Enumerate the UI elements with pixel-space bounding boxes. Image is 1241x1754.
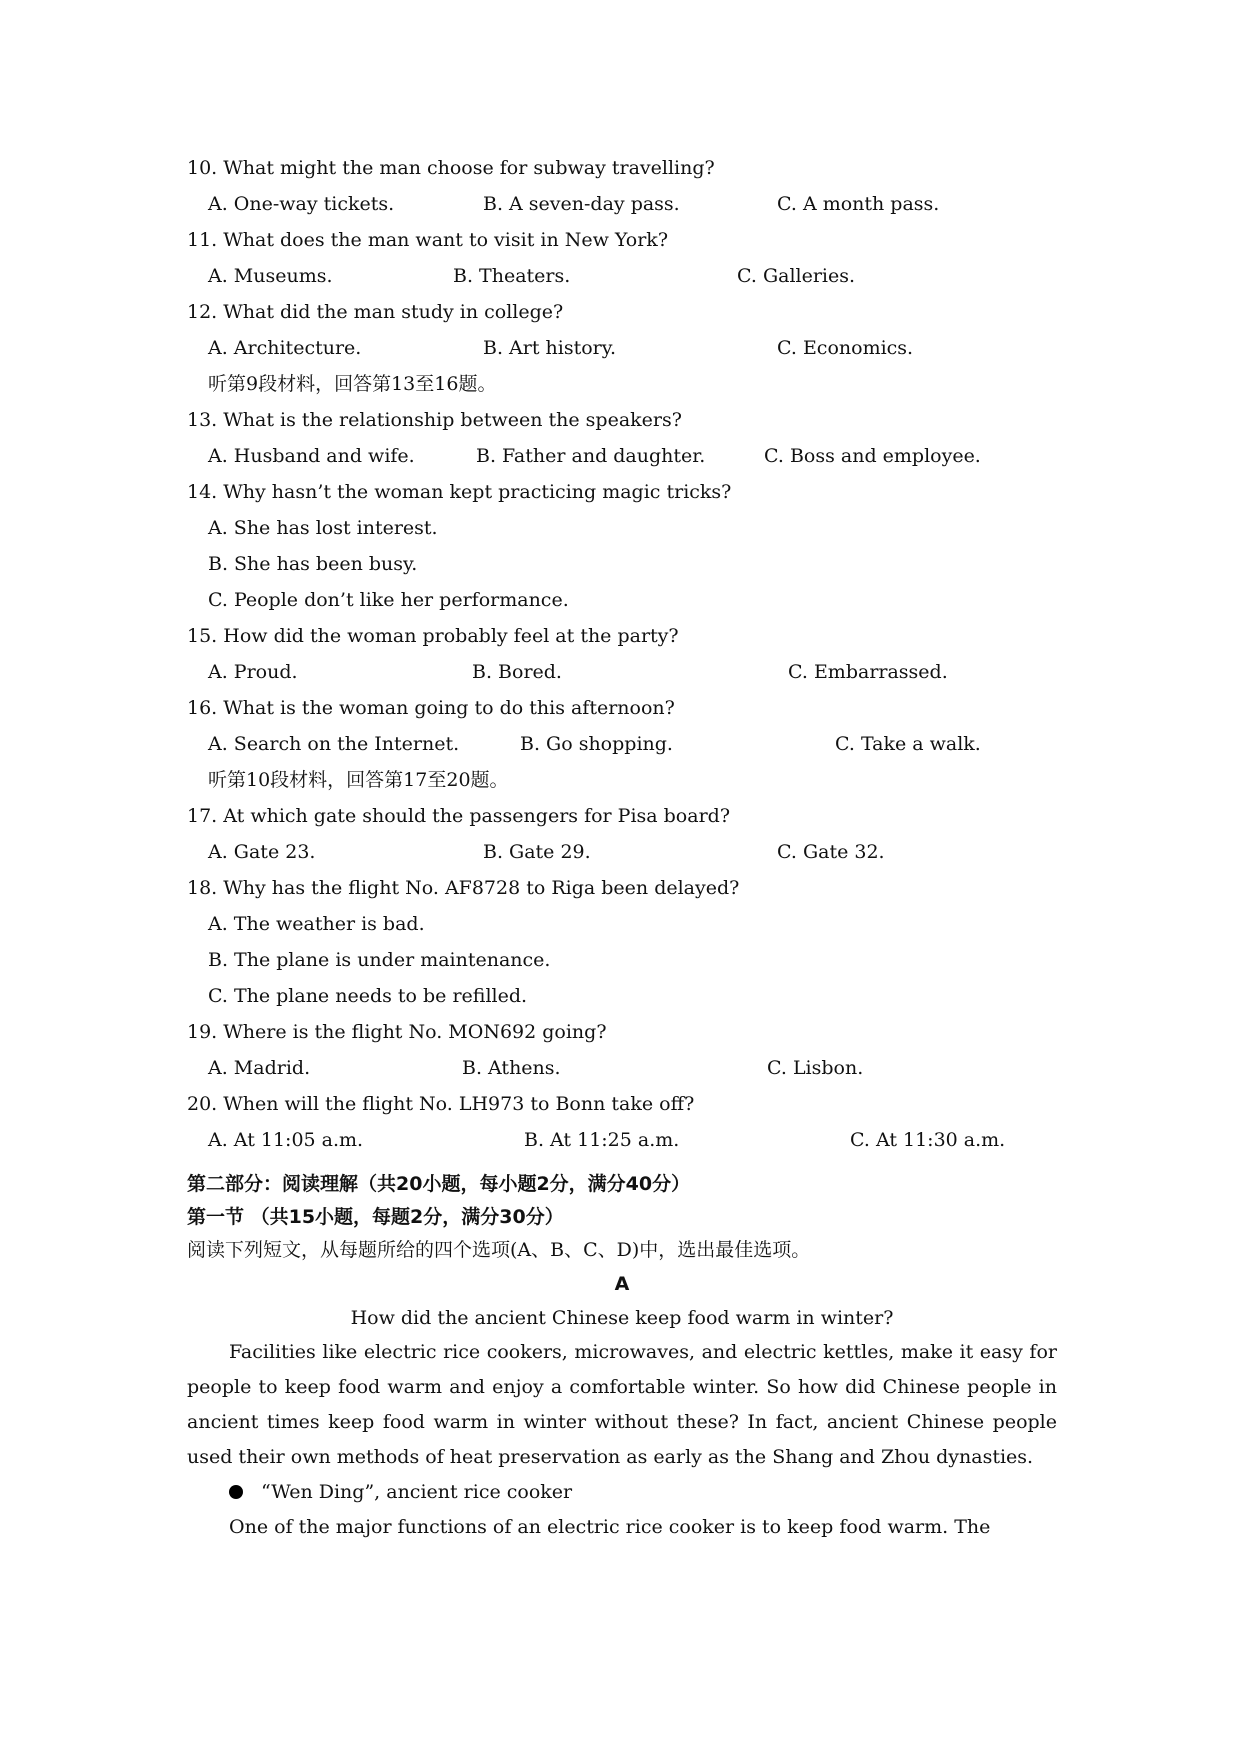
option-b: B. The plane is under maintenance.: [208, 949, 551, 971]
question-18-options: [187, 906, 1057, 1014]
passage-paragraph-2: One of the major functions of an electric rice cooker is to keep food warm. The: [229, 1516, 991, 1538]
option-a: A. Husband and wife.: [208, 445, 415, 467]
option-c: C. Gate 32.: [777, 841, 885, 863]
option-b: B. Athens.: [462, 1057, 561, 1079]
option-b: B. Father and daughter.: [476, 445, 706, 467]
option-a: A. Proud.: [208, 661, 298, 683]
section-note-10: 听第10段材料，回答第17至20题。: [208, 769, 509, 791]
question-12-options: [187, 330, 1057, 366]
question-20: 20. When will the flight No. LH973 to Bonn take off?: [187, 1093, 695, 1115]
question-13-options: [187, 438, 1057, 474]
question-20-options: [187, 1122, 1057, 1158]
question-16: 16. What is the woman going to do this afternoon?: [187, 697, 675, 719]
option-b: B. She has been busy.: [208, 553, 418, 575]
question-18: 18. Why has the flight No. AF8728 to Riga been delayed?: [187, 877, 740, 899]
question-15-options: [187, 654, 1057, 690]
option-a: A. Search on the Internet.: [208, 733, 460, 755]
question-12: 12. What did the man study in college?: [187, 301, 564, 323]
option-c: C. At 11:30 a.m.: [850, 1129, 1006, 1151]
option-c: C. Embarrassed.: [788, 661, 948, 683]
question-19-options: [187, 1050, 1057, 1086]
option-c: C. Galleries.: [737, 265, 856, 287]
question-14: 14. Why hasn’t the woman kept practicing magic tricks?: [187, 481, 732, 503]
question-17-options: [187, 834, 1057, 870]
bullet-dot-icon: [229, 1485, 243, 1499]
option-b: B. Go shopping.: [520, 733, 673, 755]
option-c: C. Economics.: [777, 337, 914, 359]
option-a: A. Architecture.: [208, 337, 362, 359]
option-c: C. A month pass.: [777, 193, 940, 215]
question-10: 10. What might the man choose for subway travelling?: [187, 157, 715, 179]
option-b: B. At 11:25 a.m.: [524, 1129, 680, 1151]
option-c: C. Take a walk.: [835, 733, 981, 755]
exam-page: [187, 150, 1057, 1545]
option-b: B. Art history.: [483, 337, 616, 359]
option-a: A. She has lost interest.: [208, 517, 438, 539]
part-two-title: 第二部分：阅读理解（共20小题，每小题2分，满分40分）: [187, 1173, 691, 1195]
option-a: A. One-way tickets.: [208, 193, 395, 215]
passage-title: How did the ancient Chinese keep food warm in winter?: [350, 1307, 894, 1329]
option-a: A. At 11:05 a.m.: [208, 1129, 364, 1151]
bullet-text: “Wen Ding”, ancient rice cooker: [261, 1481, 573, 1503]
passage-letter: A: [614, 1273, 630, 1295]
passage-paragraph-1: Facilities like electric rice cookers, microwaves, and electric kettles, make it easy for people to keep food warm and enjoy a comfortable winter. So how did Chinese people in ancient times keep food warm in winter without these? In fact, ancient Chinese people used their own methods of heat preservation as early as the Shang and Zhou dynasties.: [187, 1341, 1057, 1468]
option-c: C. Lisbon.: [767, 1057, 864, 1079]
option-c: C. Boss and employee.: [764, 445, 981, 467]
option-b: B. Bored.: [472, 661, 562, 683]
question-19: 19. Where is the flight No. MON692 going?: [187, 1021, 607, 1043]
passage-body: [187, 1335, 1057, 1545]
bullet-wen-ding: [187, 1475, 1057, 1510]
question-11-options: [187, 258, 1057, 294]
option-a: A. Madrid.: [208, 1057, 311, 1079]
option-b: B. Gate 29.: [483, 841, 591, 863]
question-17: 17. At which gate should the passengers for Pisa board?: [187, 805, 731, 827]
section-note-9: 听第9段材料，回答第13至16题。: [208, 373, 497, 395]
question-15: 15. How did the woman probably feel at the party?: [187, 625, 679, 647]
question-13: 13. What is the relationship between the speakers?: [187, 409, 682, 431]
question-16-options: [187, 726, 1057, 762]
question-10-options: [187, 186, 1057, 222]
option-c: C. The plane needs to be refilled.: [208, 985, 528, 1007]
section-one-title: 第一节 （共15小题，每题2分，满分30分）: [187, 1206, 564, 1228]
option-a: A. The weather is bad.: [208, 913, 425, 935]
reading-instruction: 阅读下列短文，从每题所给的四个选项(A、B、C、D)中，选出最佳选项。: [187, 1239, 811, 1261]
option-b: B. Theaters.: [453, 265, 571, 287]
option-b: B. A seven-day pass.: [483, 193, 680, 215]
option-a: A. Museums.: [208, 265, 333, 287]
option-a: A. Gate 23.: [208, 841, 316, 863]
question-11: 11. What does the man want to visit in New York?: [187, 229, 669, 251]
question-14-options: [187, 510, 1057, 618]
option-c: C. People don’t like her performance.: [208, 589, 569, 611]
